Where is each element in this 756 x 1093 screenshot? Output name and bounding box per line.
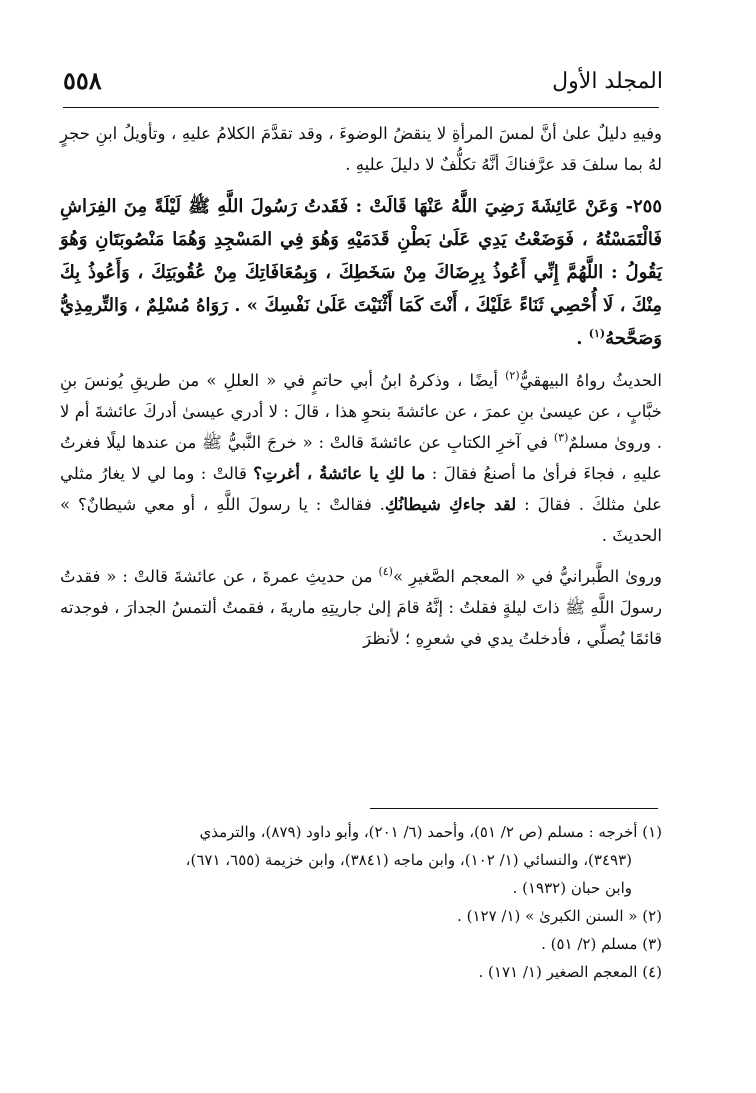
commentary-paragraph-3 [60,561,662,654]
commentary-paragraph-2 [60,365,662,551]
p3-d: قالتْ : وما لي لا يغارُ مثلي علىٰ مثلكَ . فقالَ : [60,464,663,514]
running-title: المجلد الأول [552,69,663,94]
footnote-rule [370,808,658,809]
commentary-paragraph-1: وفيهِ دليلٌ علىٰ أنَّ لمسَ المرأةِ لا ينقضُ الوضوءَ ، وقد تقدَّمَ الكلامُ عليهِ ، وتأويلُ ابنِ حجرٍ لهُ بما سلفَ قد عرَّفناكَ أنَّهُ تكلُّفٌ لا دليلَ عليهِ . [60,124,662,174]
header-rule [63,107,659,108]
footnote-1-line-1: أخرجه : مسلم (ص ٢/ ٥١)، وأحمد (٦/ ٢٠١)، وأبو داود (٨٧٩)، والترمذي [199,823,638,841]
p3-c: في آخرِ الكتابِ عن عائشةَ قالتْ : « خرجَ النَّبيُّ ﷺ من عندها ليلًا فغرتُ عليهِ ، فجاءَ فرأىٰ ما أصنعُ فقالَ : [60,433,663,483]
footnote-ref-2: (٢) [505,369,520,382]
footnotes [60,818,662,986]
hadith-end: . [576,328,583,349]
p3-e: . فقالتْ : يا رسولَ اللَّهِ ، أو معي شيطانٌ؟ » الحديثَ . [60,495,662,545]
p3-bold-quote-1: ما لكِ يا عائشةُ ، أغرتِ؟ [253,464,426,483]
footnote-1-label: (١) [642,823,662,841]
footnote-ref-4: (٤) [378,565,393,578]
footnote-1-line-2: (٣٤٩٣)، والنسائي (١/ ١٠٢)، وابن ماجه (٣٨٤١)، وابن خزيمة (٦٥٥، ٦٧١)، [185,851,632,869]
main-text [60,118,662,654]
hadith-number: ٢٥٥- [625,196,662,217]
footnote-ref-1: (١) [588,327,606,340]
page-number: ٥٥٨ [63,66,102,95]
p3-b: أيضًا ، وذكرهُ ابنُ أبي حاتمٍ في « العللِ » من طريقِ يُونسَ بنِ خبَّابٍ ، عن عيسىٰ بنِ عمرَ ، عن عائشةَ بنحوِ هذا ، قالَ : لا أدري عيسىٰ أدركَ عائشةَ أم لا . وروىٰ مسلمٌ [60,371,662,452]
page-header [63,62,663,102]
hadith-text: وَعَنْ عَائِشَةَ رَضِيَ اللَّهُ عَنْهَا قَالَتْ : فَقَدتُ رَسُولَ اللَّهِ ﷺ لَيْلَةً مِنَ الفِرَاشِ فَالْتَمَسْتُهُ ، فَوَضَعْتُ يَدِي عَلَىٰ بَطْنِ قَدَمَيْهِ وَهُوَ فِي المَسْجِدِ وَهُمَا مَنْصُوبَتَانِ وَهُوَ يَقُولُ : اللَّهُمَّ إِنِّي أَعُوذُ بِرِضَاكَ مِنْ سَخَطِكَ ، وَبِمُعَافَاتِكَ مِنْ عُقُوبَتِكَ ، وَأَعُوذُ بِكَ مِنْكَ ، لَا أُحْصِي ثَنَاءً عَلَيْكَ ، أَنْتَ كَمَا أَثْنَيْتَ عَلَىٰ نَفْسِكَ » . رَوَاهُ مُسْلِمٌ ، وَالتِّرمِذِيُّ وَصَحَّحهُ [60,196,662,349]
footnote-4: (٤) المعجم الصغير (١/ ١٧١) . [478,963,662,981]
footnote-2: (٢) « السنن الكبرىٰ » (١/ ١٢٧) . [457,907,662,925]
footnote-ref-3: (٣) [553,431,569,444]
hadith-paragraph [60,190,662,355]
p4-a: وروىٰ الطَّبرانيُّ في « المعجم الصَّغيرِ » [392,567,663,586]
p4-b: من حديثِ عمرةَ ، عن عائشةَ قالتْ : « فقدتُ رسولَ اللَّهِ ﷺ ذاتَ ليلةٍ فقلتُ : إنَّهُ قامَ إلىٰ جاريتِهِ ماريةَ ، فقمتُ ألتمسُ الجدارَ ، فوجدته قائمًا يُصلِّي ، فأدخلتُ يدي في شعرِهِ ؛ لأنظرَ [60,567,662,648]
p3-bold-quote-2: لقد جاءكِ شيطانُكِ [384,495,517,514]
footnote-1 [60,818,662,902]
footnote-3: (٣) مسلم (٢/ ٥١) . [541,935,662,953]
p3-a: الحديثُ رواهُ البيهقيُّ [519,371,662,390]
footnote-1-line-3: وابن حبان (١٩٣٢) . [512,879,632,897]
